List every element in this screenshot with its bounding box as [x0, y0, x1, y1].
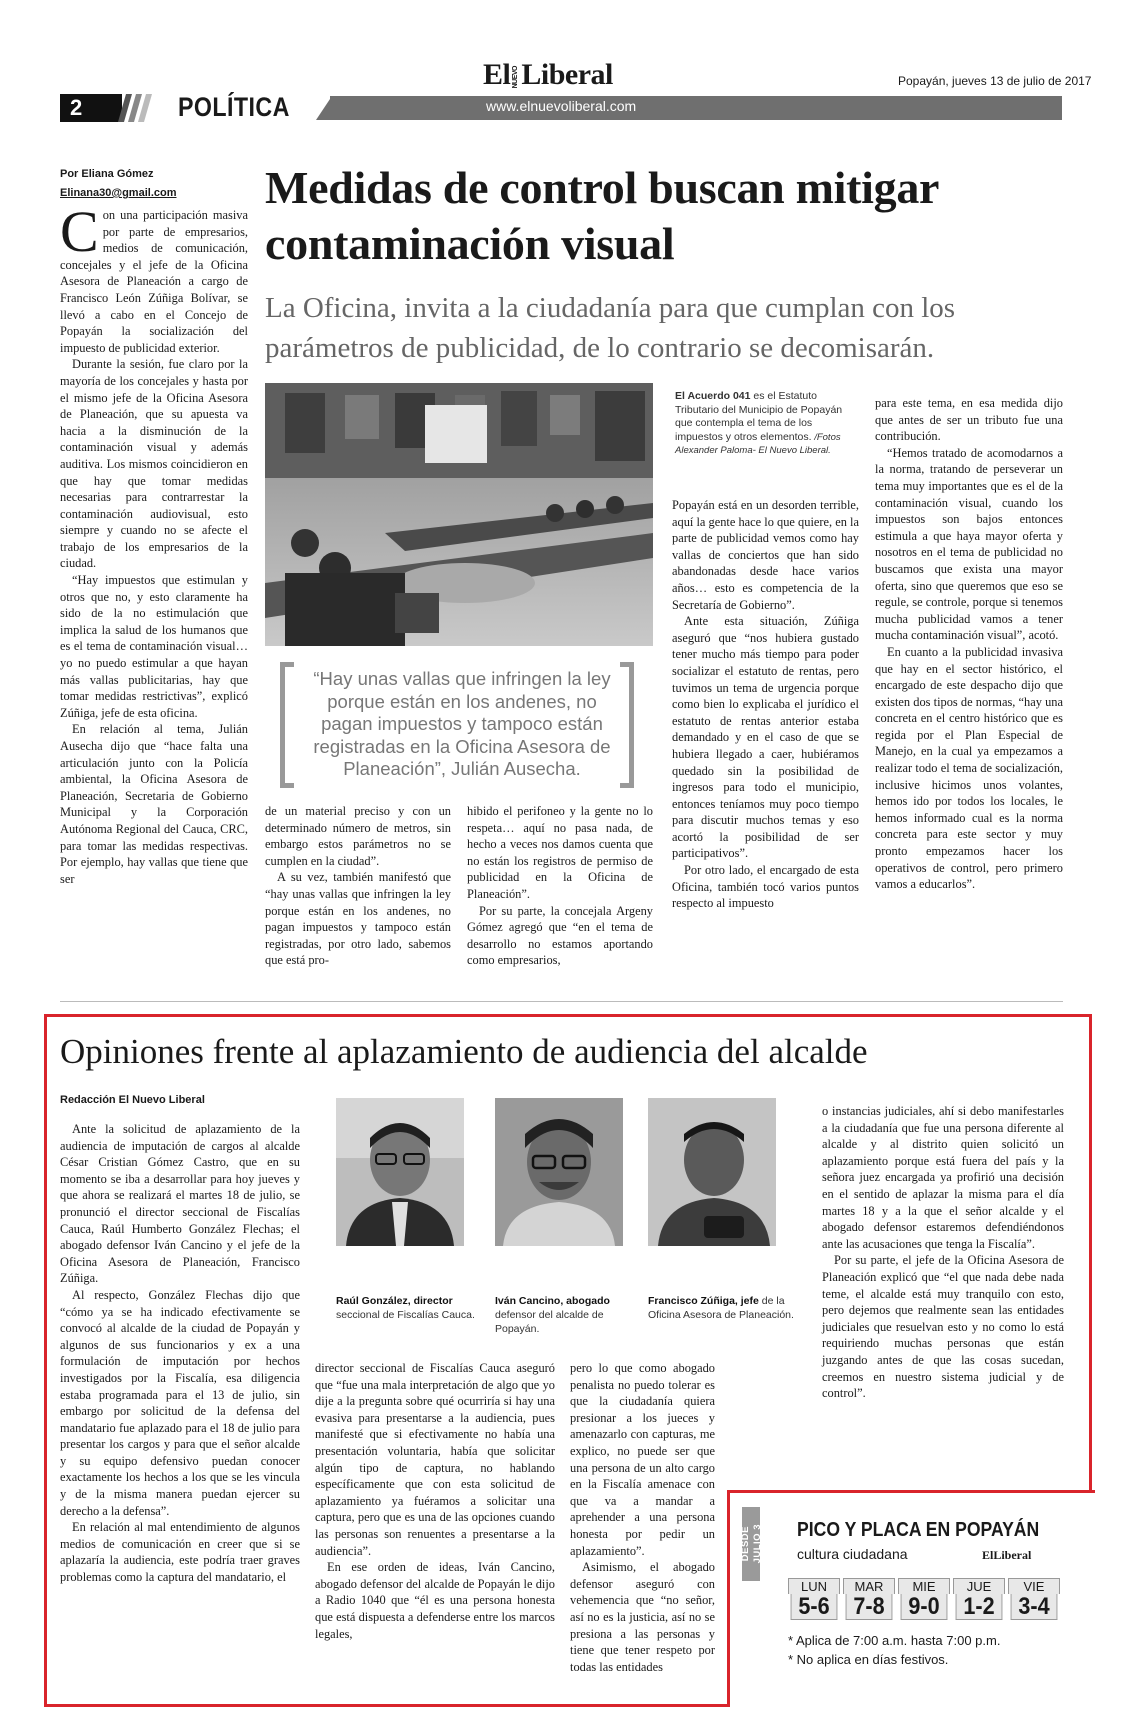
article-column-4	[672, 497, 859, 912]
caption-name: Iván Cancino, abogado	[495, 1295, 610, 1307]
day-name: MIE	[898, 1578, 950, 1594]
section-title: POLÍTICA	[178, 92, 290, 122]
day-monday	[788, 1578, 840, 1620]
page-number: 2	[60, 94, 122, 122]
caption-desc: seccional de Fiscalías Cauca.	[336, 1309, 475, 1321]
day-digits: 1-2	[956, 1594, 1003, 1620]
opinions-box-cutout-edge	[727, 1490, 730, 1707]
headline: Medidas de control buscan mitigar contaminación visual	[265, 162, 939, 269]
day-digits: 9-0	[901, 1594, 948, 1620]
opinions-column-3	[570, 1360, 715, 1675]
opinions-title: Opiniones frente al aplazamiento de audiencia del alcalde	[60, 1032, 868, 1071]
article-column-1	[60, 199, 248, 887]
pico-placa-logo	[982, 1548, 1031, 1563]
website-link[interactable]: www.elnuevoliberal.com	[486, 98, 637, 114]
day-wednesday	[898, 1578, 950, 1620]
opinions-box-cutout-edge	[727, 1490, 1095, 1493]
portrait-caption	[495, 1294, 635, 1336]
day-digits: 7-8	[846, 1594, 893, 1620]
logo-nuevo: NUEVO	[512, 65, 520, 89]
pico-placa-side-label	[739, 1507, 763, 1581]
paragraph: A su vez, también manifestó que “hay unas vallas que infringen la ley porque están en los andenes, no pagan impuestos y tampoco están registradas, por otro lado, sabemos que está pro-	[265, 870, 451, 968]
side-label-date: JULIO 3	[751, 1524, 763, 1564]
paragraph: hibido el perifoneo y la gente no lo respeta… aquí no pasa nada, de hecho a veces nos damos cuenta que no están los registros de permiso de publicidad en la Oficina de Planeación”.	[467, 804, 653, 901]
pull-quote: “Hay unas vallas que infringen la ley porque están en los andenes, no pagan impuestos y tampoco están registradas en la Oficina Asesora de Planeación”, Julián Ausecha.	[313, 668, 611, 779]
paragraph: on una participación masiva por parte de empresarios, medios de comunicación, concejales y el jefe de la Oficina Asesora de Planeación a cargo de Francisco León Zúñiga Bolívar, se llevó a cabo en el Concejo de Popayán la socialización del impuesto de publicidad exterior.	[60, 208, 248, 355]
paragraph: “Hemos tratado de acomodarnos a la norma, tratando de perseverar un tema muy importantes que es el de la contaminación visual, cuando los impuestos son bajos entonces estimula a que haya mayor oferta y nosotros en el tema de publicidad no buscamos que exista una mayor oferta, sino que queremos que eso se regule, se controle, porque si tenemos mucha publicidad vamos a tener mucha contaminación visual”, acotó.	[875, 445, 1063, 643]
paragraph: Ante la solicitud de aplazamiento de la audiencia de imputación de cargos al alcalde César Cristian Gómez Castro, que en su momento se iba a desarrollar para hoy jueves y que ahora se realizará el martes 18 de julio, se pronunció el director seccional de Fiscalías Cauca, Raúl Humberto González Flechas; el abogado defensor Iván Cancino y el jefe de la Oficina Asesora de Planeación, Francisco Zúñiga.	[60, 1122, 300, 1286]
newspaper-logo	[483, 58, 613, 92]
dateline: Popayán, jueves 13 de julio de 2017	[898, 74, 1092, 88]
paragraph: “Hay impuestos que estimulan y otros que no, y esto claramente ha sido de la no estimulación que implica la salud de los humanos que es el tema de contaminación visual… yo no puedo estimular a que hayan más vallas publicitarias, hay que tomar medidas restrictivas”, explicó Zúñiga, jefe de esta oficina.	[60, 573, 248, 720]
photo-credit: /Fotos Alexander Paloma- El Nuevo Liberal.	[675, 431, 841, 456]
paragraph: Por otro lado, el encargado de esta Oficina, también tocó varios puntos respecto al impuesto	[672, 863, 859, 911]
paragraph: Asimismo, el abogado defensor aseguró con vehemencia que “no señor, así no es la justicia, así no se presiona a las personas y tiene que tener respeto por todas las entidades	[570, 1560, 715, 1674]
paragraph: Popayán está en un desorden terrible, aquí la gente hace lo que quiere, en la parte de publicidad vemos como hay vallas de conciertos que han sido abandonadas desde hace varios años… esto es competencia de la Secretaría de Gobierno”.	[672, 498, 859, 612]
section-stripes-icon	[114, 92, 154, 124]
pico-placa-subtitle: cultura ciudadana	[797, 1546, 908, 1562]
paragraph: En relación al tema, Julián Ausecha dijo que “hace falta una articulación junto con la Policía ambiental, la Oficina Asesora de Planeación, Secretaria de Gobierno Municipal y la Corporación Autónoma Regional del Cauca, CRC, para tomar las medidas respectivas. Por ejemplo, hay vallas que tiene que ser	[60, 722, 248, 886]
opinions-column-2	[315, 1360, 555, 1642]
day-name: JUE	[953, 1578, 1005, 1594]
portrait-ivan-cancino	[495, 1098, 623, 1246]
drop-cap: C	[60, 199, 99, 264]
quote-bracket-right	[620, 662, 634, 788]
portrait-raul-gonzalez	[336, 1098, 464, 1246]
paragraph: Ante esta situación, Zúñiga aseguró que “nos hubiera gustado tener mucho más tiempo para poder socializar el estatuto de rentas, pero tuvimos un tema de urgencia porque como bien lo explicaba el jurídico el estatuto de rentas anterior estaba demandado y en el caso de que se hubiera llegado a caer, hubiéramos quedado sin la posibilidad de ingresos para todo el municipio, entonces teníamos muy poco tiempo para discutir muchos temas y eso acortó la posibilidad de ser participativos”.	[672, 614, 859, 861]
day-name: LUN	[788, 1578, 840, 1594]
pico-placa-note-holidays: * No aplica en días festivos.	[788, 1652, 949, 1667]
caption-name: Raúl González, director	[336, 1295, 453, 1307]
paragraph: para este tema, en esa medida dijo que antes de ser un tributo fue una contribución.	[875, 396, 1063, 444]
author-email[interactable]: Elinana30@gmail.com	[60, 187, 177, 199]
day-tuesday	[843, 1578, 895, 1620]
paragraph: de un material preciso y con un determinado número de metros, sin embargo estos parámetros no se cumplen en la ciudad”.	[265, 804, 451, 868]
opinions-column-1	[60, 1121, 300, 1586]
day-name: VIE	[1008, 1578, 1060, 1594]
caption-text: es el Estatuto Tributario del Municipio de Popayán que contempla el tema de los impuestos y otros elementos.	[675, 390, 843, 443]
portrait-caption	[336, 1294, 476, 1322]
paragraph: En ese orden de ideas, Iván Cancino, abogado defensor del alcalde de Popayán le dijo a Radio 1040 que “él es una persona honesta que está dispuesta a defenderse entre los marcos legales,	[315, 1560, 555, 1641]
paragraph: Al respecto, González Flechas dijo que “cómo ya se ha indicado efectivamente se convocó al alcalde de la ciudad de Popayán y algunos de sus funcionarios y ex a una formulación de imputación por hechos investigados por la Fiscalía, esa diligencia estaba programada para el 13 de julio, sin embargo por solicitud de la defensa del mandatario fue aplazado para el 18 de julio para presentar los cargos y para que el señor alcalde y su equipo defensivo puedan conocer exactamente los hechos a los que se les vincula y de la misma manera puedan ejercer su derecho a la defensa”.	[60, 1287, 300, 1518]
subhead: La Oficina, invita a la ciudadanía para que cumplan con los parámetros de publicidad, de lo contrario se decomisarán.	[265, 292, 956, 364]
paragraph: Durante la sesión, fue claro por la mayoría de los concejales y hasta por el mismo jefe de la Oficina Asesora de Planeación, que su apuesta va hacia a la disminución de la contaminación visual y además auditiva. Los mismos coincidieron en que hay que tomar medidas necesarias para contrarrestar la contaminación audiovisual, esto siempre y cuando no se afecte el trabajo de los empresarios de la ciudad.	[60, 357, 248, 571]
paragraph: o instancias judiciales, ahí si debo manifestarles a la ciudadanía que fue una persona diferente al alcalde y al distrito quien solicitó un aplazamiento porque está fuera del país y la señora juez encargada ya profirió una decisión en el sentido de aplazar la misma para el día martes 18 y a la que el señor alcalde y el abogado defensor estaremos defendiéndonos ante las acusaciones que tenga la Fiscalía”.	[822, 1104, 1064, 1251]
paragraph: En relación al mal entendimiento de algunos medios de comunicación en creer que si se aplazaría la audiencia, este podría traer graves problemas como la captura del mandatario, el	[60, 1520, 300, 1585]
day-digits: 3-4	[1011, 1594, 1058, 1620]
opinions-byline: Redacción El Nuevo Liberal	[60, 1094, 205, 1106]
opinions-column-4	[822, 1103, 1064, 1402]
paragraph: En cuanto a la publicidad invasiva que hay en el sector histórico, el encargado de este despacho dijo que existen dos tipos de normas, “hay una concreta en el centro histórico que es regida por el Plan Especial de Manejo, en la cual ya empezamos a realizar todo el tema de socialización, inclusive hicimos unos volantes, hemos ido por todos los locales, le hemos informado cual es la norma concreta para este sector y muy pronto empezamos hacer los operativos de control, pero primero vamos a educarlos”.	[875, 644, 1063, 892]
author-name: Por Eliana Gómez	[60, 168, 154, 180]
side-label-desde: DESDE	[739, 1526, 751, 1562]
logo-liberal: Liberal	[521, 58, 613, 91]
pico-placa-title: PICO Y PLACA EN POPAYÁN	[797, 1519, 1040, 1541]
portrait-francisco-zuniga	[648, 1098, 776, 1246]
paragraph: pero lo que como abogado penalista no puedo tolerar es que la ciudadanía quiera presionar a los jueces y amenazarlo con capturas, me explico, no puede ser que una persona de un alto cargo en la Fiscalía amenace con que va a mandar a aprehender a una persona honesta por pedir un aplazamiento”.	[570, 1361, 715, 1558]
pico-placa-note-hours: * Aplica de 7:00 a.m. hasta 7:00 p.m.	[788, 1633, 1001, 1648]
article-column-5	[875, 395, 1063, 893]
photo-caption	[675, 390, 855, 458]
council-session-photo	[265, 383, 653, 646]
article-column-2	[265, 803, 451, 969]
day-name: MAR	[843, 1578, 895, 1594]
logo-el: El	[483, 58, 511, 91]
logo-el: El	[982, 1548, 994, 1562]
day-digits: 5-6	[791, 1594, 838, 1620]
portrait-caption	[648, 1294, 798, 1322]
day-friday	[1008, 1578, 1060, 1620]
paragraph: director seccional de Fiscalías Cauca aseguró que “fue una mala interpretación de algo que yo dije a la pregunta sobre qué ocurriría si hay una evasiva para presentarse a la audiencia, pues manifesté que si efectivamente no había una presentación voluntaria, había que solicitar algún tipo de captura, no hablando específicamente que con esta solicitud de aplazamiento ya fuéramos a solicitar una captura, pero que es una de las opciones cuando las personas son renuentes a presentarse a la audiencia”.	[315, 1361, 555, 1558]
day-thursday	[953, 1578, 1005, 1620]
paragraph: Por su parte, el jefe de la Oficina Asesora de Planeación explicó que “el que nada debe nada teme, el alcalde está muy tranquilo con esto, pero dejemos que realmente sean las entidades judiciales que resuelvan esto y no como lo está requiriendo muchas personas que están juzgando antes de que las cosas sucedan, creemos en nuestro sistema judicial y de control”.	[822, 1253, 1064, 1401]
article-byline	[60, 165, 177, 203]
caption-desc-inline: de la	[758, 1295, 785, 1307]
section-divider	[60, 1001, 1063, 1002]
article-column-3	[467, 803, 653, 969]
caption-bold: El Acuerdo 041	[675, 390, 751, 402]
caption-name: Francisco Zúñiga, jefe	[648, 1295, 759, 1307]
caption-desc: defensor del alcalde de Popayán.	[495, 1309, 604, 1335]
header-bar	[330, 96, 1062, 120]
quote-bracket-left	[280, 662, 294, 788]
caption-desc: Oficina Asesora de Planeación.	[648, 1309, 794, 1321]
paragraph: Por su parte, la concejala Argeny Gómez agregó que “en el tema de desarrollo no estamos aportando como empresarios,	[467, 903, 653, 968]
logo-liberal: Liberal	[993, 1548, 1032, 1562]
